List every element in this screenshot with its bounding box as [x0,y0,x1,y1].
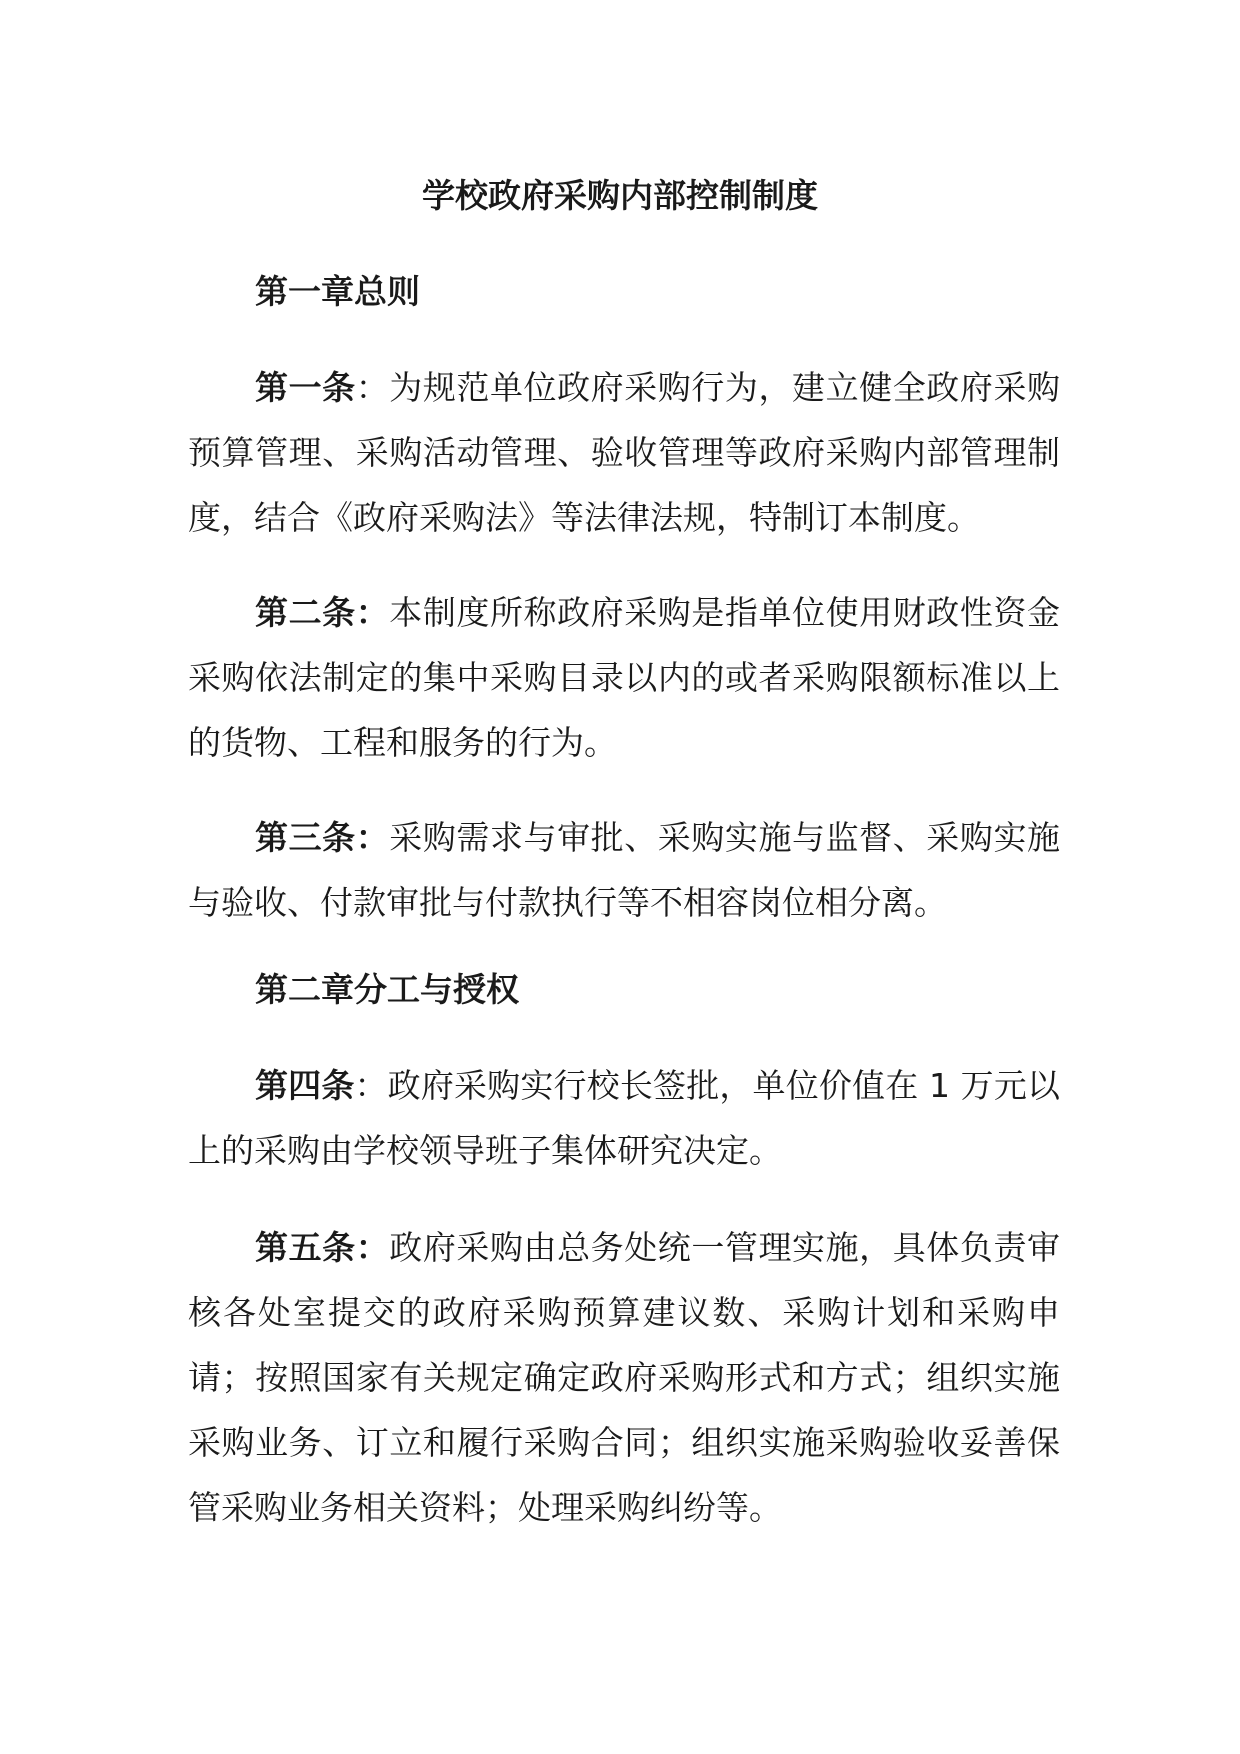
article-4 [188,1053,1060,1183]
article-label: 第二条： [255,593,390,632]
document-title: 学校政府采购内部控制制度 [422,176,818,215]
article-1 [188,355,1060,550]
article-text: ：为规范单位政府采购行为，建立健全政府采购预算管理、采购活动管理、验收管理等政府采购内部管理制度，结合《政府采购法》等法律法规，特制订本制度。 [188,368,1061,537]
article-label: 第四条 [255,1066,355,1105]
article-2 [188,580,1060,775]
article-3 [188,805,1060,935]
article-text: 采购需求与审批、采购实施与监督、采购实施与验收、付款审批与付款执行等不相容岗位相分离。 [188,818,1061,922]
chapter-heading-1: 第一章总则 [255,272,420,311]
article-label: 第一条 [255,368,356,407]
chapter-heading-2: 第二章分工与授权 [255,970,519,1009]
article-label: 第三条： [255,818,390,857]
article-text: 本制度所称政府采购是指单位使用财政性资金采购依法制定的集中采购目录以内的或者采购限额标准以上的货物、工程和服务的行为。 [188,593,1061,762]
article-label: 第五条： [255,1228,390,1267]
article-text: ：政府采购实行校长签批，单位价值在 1 万元以上的采购由学校领导班子集体研究决定。 [188,1066,1061,1170]
article-5 [188,1215,1060,1540]
article-text: 政府采购由总务处统一管理实施，具体负责审核各处室提交的政府采购预算建议数、采购计划和采购申请；按照国家有关规定确定政府采购形式和方式；组织实施采购业务、订立和履行采购合同；组织实施采购验收妥善保管采购业务相关资料；处理采购纠纷等。 [188,1228,1061,1527]
